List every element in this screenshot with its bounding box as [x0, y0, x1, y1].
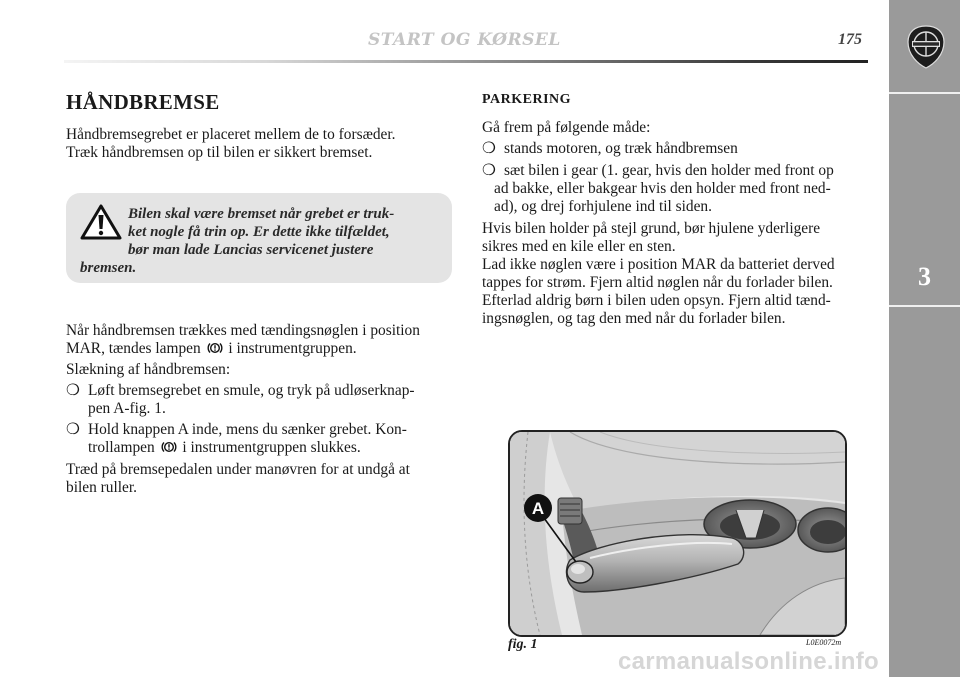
warning-triangle-icon: [80, 204, 122, 240]
callout-label-a: A: [531, 499, 545, 518]
warning-text-line: ket nogle få trin op. Er dette ikke tilfældet,: [128, 224, 390, 240]
body-text-line: [66, 340, 357, 358]
brake-warning-lamp-icon: [161, 440, 177, 454]
body-text-fragment: trollampen: [88, 439, 155, 456]
body-text-line: tappes for strøm. Fjern altid nøglen når du forlader bilen.: [482, 274, 833, 291]
body-text-fragment: MAR, tændes lampen: [66, 340, 201, 357]
body-text-line: Lad ikke nøglen være i position MAR da batteriet derved: [482, 256, 835, 273]
sidebar-divider: [889, 92, 960, 94]
figure-code: L0E0072m: [806, 638, 842, 647]
handbrake-illustration: [510, 432, 845, 635]
bullet-icon: ❍: [66, 421, 80, 438]
warning-text-line: bør man lade Lancias servicenet justere: [128, 242, 374, 258]
body-text-fragment: i instrumentgruppen.: [228, 340, 357, 357]
sidebar-divider: [889, 305, 960, 307]
list-item-text: ad), og drej forhjulene ind til siden.: [494, 198, 712, 215]
body-text-line: sikres med en kile eller en sten.: [482, 238, 676, 255]
chapter-number: 3: [918, 262, 931, 291]
body-text-line: Slækning af håndbremsen:: [66, 361, 231, 378]
list-item-text: ad bakke, eller bakgear hvis den holder med front ned-: [494, 180, 831, 197]
figure-caption: fig. 1: [508, 637, 538, 652]
handbrake-figure: [508, 430, 847, 637]
intro-line: Håndbremsegrebet er placeret mellem de to forsæder.: [66, 126, 396, 143]
list-item-text: stands motoren, og træk håndbremsen: [504, 140, 738, 157]
intro-line: Træk håndbremsen op til bilen er sikkert bremset.: [66, 144, 373, 161]
warning-text-line: bremsen.: [80, 260, 137, 276]
lancia-logo-icon: [906, 24, 946, 70]
bullet-icon: ❍: [482, 140, 496, 157]
warning-text-line: Bilen skal være bremset når grebet er truk-: [128, 206, 395, 222]
body-text-line: Efterlad aldrig børn i bilen uden opsyn. Fjern altid tænd-: [482, 292, 831, 309]
body-text-line: Træd på bremsepedalen under manøvren for at undgå at: [66, 461, 410, 478]
section-heading: HÅNDBREMSE: [66, 90, 220, 114]
chapter-sidebar: [889, 0, 960, 677]
body-text-line: Når håndbremsen trækkes med tændingsnøglen i position: [66, 322, 420, 339]
list-item-text: pen A-fig. 1.: [88, 400, 166, 417]
brake-warning-lamp-icon: [207, 341, 223, 355]
body-text-fragment: i instrumentgruppen slukkes.: [182, 439, 361, 456]
bullet-icon: ❍: [482, 162, 496, 179]
watermark: carmanualsonline.info: [618, 648, 880, 675]
body-text-line: bilen ruller.: [66, 479, 137, 496]
section-header-title: START OG KØRSEL: [368, 30, 561, 50]
list-item-text: [88, 439, 361, 457]
body-text-line: Gå frem på følgende måde:: [482, 119, 651, 136]
header-rule: [64, 60, 868, 63]
bullet-icon: ❍: [66, 382, 80, 399]
subsection-heading: PARKERING: [482, 92, 572, 107]
body-text-line: ingsnøglen, og tag den med når du forlader bilen.: [482, 310, 786, 327]
list-item-text: Løft bremsegrebet en smule, og tryk på udløserknap-: [88, 382, 415, 399]
list-item-text: sæt bilen i gear (1. gear, hvis den holder med front op: [504, 162, 834, 179]
list-item-text: Hold knappen A inde, mens du sænker grebet. Kon-: [88, 421, 407, 438]
body-text-line: Hvis bilen holder på stejl grund, bør hjulene yderligere: [482, 220, 821, 237]
page-number: 175: [838, 31, 862, 48]
